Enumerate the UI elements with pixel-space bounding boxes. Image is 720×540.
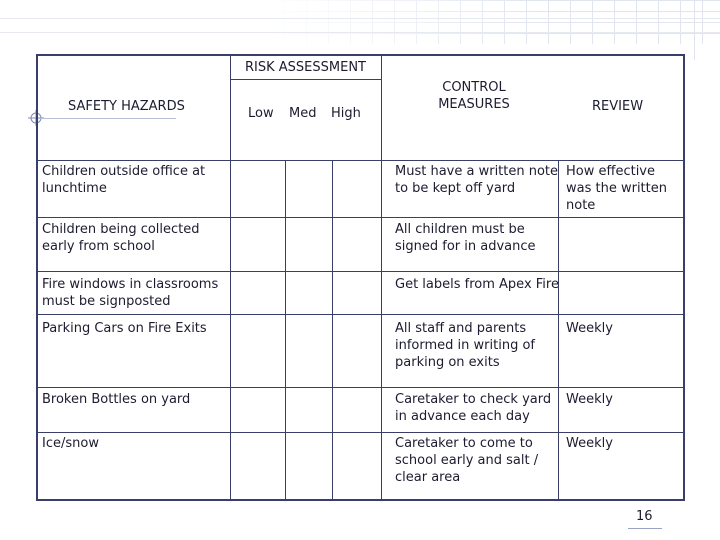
control-cell: Must have a written note to be kept off yard [395,164,559,196]
review-cell: Weekly [566,392,613,407]
column-divider [230,56,231,499]
header-review: REVIEW [592,99,644,114]
decorative-grid-fade [262,0,720,44]
hazard-cell: Ice/snow [42,436,99,451]
column-divider [332,160,333,499]
header-high: High [331,106,361,121]
table-title: RISK ASSESSMENT [245,60,366,75]
row-divider [38,217,683,218]
page-number: 16 [636,509,653,524]
hazard-cell: Children outside office at lunchtime [42,164,206,196]
header-low: Low [248,106,274,121]
row-divider [38,387,683,388]
review-cell: Weekly [566,321,613,336]
decorative-rule [0,32,720,33]
control-cell: All staff and parents informed in writing of parking on exits [395,321,535,370]
control-cell: All children must be signed for in advance [395,222,536,254]
column-divider [381,56,382,499]
row-divider [38,160,683,161]
header-control-measures: CONTROL MEASURES [438,80,510,112]
review-cell: Weekly [566,436,613,451]
header-med: Med [289,106,317,121]
hazard-cell: Fire windows in classrooms must be signposted [42,277,219,309]
decorative-rule [694,0,695,60]
row-divider [38,314,683,315]
hazard-cell: Children being collected early from school [42,222,200,254]
page-number-underline [628,528,662,529]
review-cell: How effective was the written note [566,164,667,213]
control-cell: Get labels from Apex Fire [395,277,559,292]
column-divider [285,160,286,499]
row-divider [38,432,683,433]
decorative-rule [0,18,720,19]
control-cell: Caretaker to check yard in advance each day [395,392,552,424]
header-safety-hazards: SAFETY HAZARDS [68,99,185,114]
control-cell: Caretaker to come to school early and salt / clear area [395,436,539,485]
hazard-cell: Parking Cars on Fire Exits [42,321,207,336]
row-divider [38,271,683,272]
hazard-cell: Broken Bottles on yard [42,392,191,407]
title-underline [230,79,381,80]
